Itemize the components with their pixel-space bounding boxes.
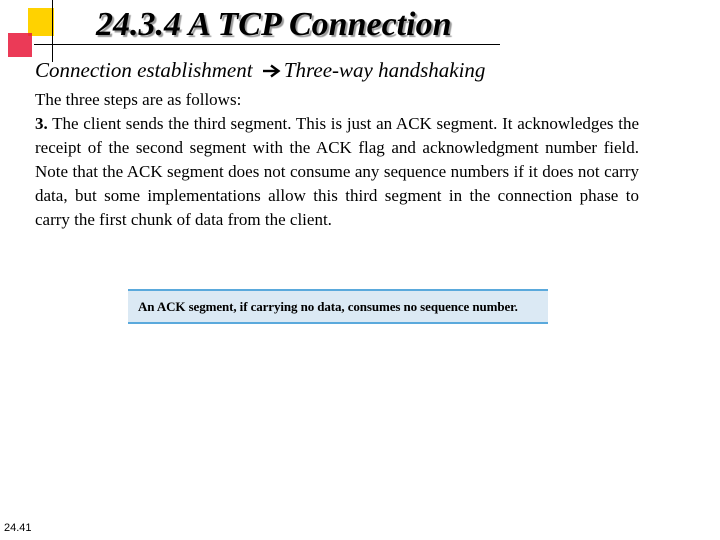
subheading-right: Three-way handshaking: [283, 58, 486, 82]
note-box: [128, 289, 548, 324]
intro-text: The three steps are as follows:: [35, 90, 242, 109]
slide-subheading: [35, 58, 485, 84]
note-text: An ACK segment, if carrying no data, consumes no sequence number.: [138, 298, 518, 314]
body-text: [35, 88, 639, 232]
page-number: 24.41: [4, 522, 32, 534]
decor-yellow-square: [28, 8, 54, 36]
step-text: The client sends the third segment. This is just an ACK segment. It acknowledges the receipt of the second segment with the ACK flag and acknowledgment number field. Note that the ACK segment does not consume any sequence numbers if it does not carry data, but some implementations allow this third segment in the connection phase to carry the first chunk of data from the client.: [35, 114, 639, 229]
slide-title: 24.3.4 A TCP Connection: [96, 6, 452, 43]
decor-red-square: [8, 33, 32, 57]
decor-vertical-line: [52, 0, 53, 62]
decor-horizontal-line: [34, 44, 500, 45]
subheading-left: Connection establishment: [35, 58, 253, 82]
step-paragraph: [35, 112, 639, 232]
step-number: 3.: [35, 114, 48, 133]
right-arrow-icon: [262, 59, 282, 84]
